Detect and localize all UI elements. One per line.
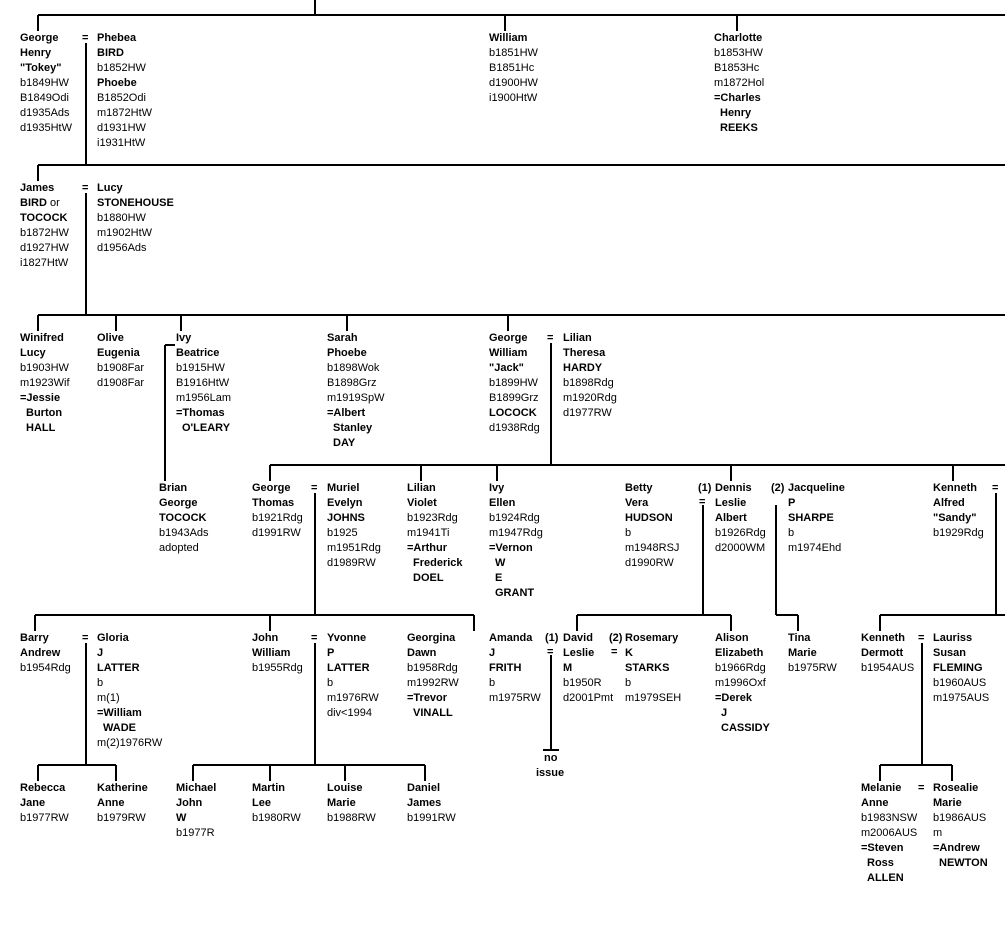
person-line: b1943Ads: [159, 527, 209, 539]
person-line: Michael: [176, 782, 217, 794]
person-line: Andrew: [20, 647, 61, 659]
person-line: SHARPE: [788, 512, 834, 524]
person-line: Yvonne: [327, 632, 367, 644]
person-line: m(1): [97, 692, 120, 704]
person-line: Anne: [97, 797, 125, 809]
person-line: TOCOCK: [159, 512, 207, 524]
person-line: b1921Rdg: [252, 512, 303, 524]
marriage-symbol: =: [918, 782, 925, 794]
person-line: George: [159, 497, 198, 509]
person-line: =Steven: [861, 842, 904, 854]
person-line: b1852HW: [97, 62, 146, 74]
person-line: d1908Far: [97, 377, 145, 389]
person-line: Lilian: [563, 332, 592, 344]
person-line: Alison: [715, 632, 749, 644]
person-jacqueline-sharpe: [788, 481, 845, 556]
marriage-symbol: =: [311, 632, 318, 644]
person-line: REEKS: [720, 122, 758, 134]
person-line: Rosemary: [625, 632, 679, 644]
person-line: b1926Rdg: [715, 527, 766, 539]
person-line: WADE: [103, 722, 136, 734]
marriage-order-marker: (1): [545, 632, 559, 644]
person-line: J: [489, 647, 496, 659]
person-line: "Sandy": [933, 512, 977, 524]
person-line: LATTER: [97, 662, 140, 674]
person-line: Anne: [861, 797, 889, 809]
person-line: Lauriss: [933, 632, 973, 644]
person-line: b1977R: [176, 827, 215, 839]
person-line: STONEHOUSE: [97, 197, 174, 209]
person-line: =Charles: [714, 92, 761, 104]
person-olive: [97, 331, 144, 391]
person-melanie-anne: [861, 781, 917, 886]
person-line: m1951Rdg: [327, 542, 381, 554]
person-james-bird: [20, 181, 69, 271]
person-line: William: [489, 32, 528, 44]
person-line: Dermott: [861, 647, 904, 659]
marriage-symbol: =: [699, 496, 706, 508]
person-line: Vera: [625, 497, 649, 509]
marriage-order-marker: (1): [698, 482, 712, 494]
person-line: Frederick: [413, 557, 463, 569]
person-line: b1988RW: [327, 812, 376, 824]
person-line: m1975RW: [489, 692, 541, 704]
person-phebea-bird: [97, 31, 152, 151]
person-georgina-dawn: [407, 631, 459, 721]
person-line: Martin: [252, 782, 285, 794]
person-line: b1880HW: [97, 212, 146, 224]
person-line: Melanie: [861, 782, 902, 794]
person-line: DAY: [333, 437, 356, 449]
person-line: b1898Wok: [327, 362, 380, 374]
person-line: B1852Odi: [97, 92, 146, 104]
no-issue-label: issue: [536, 767, 565, 779]
person-line: B1916HtW: [176, 377, 230, 389]
person-line: John: [252, 632, 279, 644]
person-line: James: [20, 182, 55, 194]
person-line: B1851Hc: [489, 62, 535, 74]
person-line: m1976RW: [327, 692, 379, 704]
person-line: J: [721, 707, 728, 719]
person-line: Rebecca: [20, 782, 66, 794]
person-sarah-phoebe: [327, 331, 384, 451]
person-line: b1977RW: [20, 812, 69, 824]
person-line: P: [788, 497, 796, 509]
person-line: b1925: [327, 527, 358, 539]
marriage-symbol: =: [611, 646, 618, 658]
person-line: b: [327, 677, 334, 689]
person-line: =Derek: [715, 692, 753, 704]
person-line: FLEMING: [933, 662, 983, 674]
person-line: =Vernon: [489, 542, 533, 554]
person-line: Eugenia: [97, 347, 140, 359]
person-george-thomas: [252, 481, 303, 541]
person-line: Ivy: [489, 482, 505, 494]
marriage-symbol: =: [82, 32, 89, 44]
person-line: George: [20, 32, 59, 44]
person-line: b1954Rdg: [20, 662, 71, 674]
person-line: m1948RSJ: [625, 542, 680, 554]
person-line: b1923Rdg: [407, 512, 458, 524]
person-yvonne-latter: [327, 631, 379, 721]
person-george-henry: [20, 31, 72, 136]
person-line: Albert: [715, 512, 747, 524]
person-line: b1898Rdg: [563, 377, 614, 389]
person-line: b1899HW: [489, 377, 538, 389]
person-line: d1931HW: [97, 122, 146, 134]
person-line: George: [252, 482, 291, 494]
person-line: i1827HtW: [20, 257, 69, 269]
person-line: Lucy: [97, 182, 123, 194]
person-line: David: [563, 632, 593, 644]
person-betty-hudson: [625, 481, 679, 571]
person-line: m: [933, 827, 943, 839]
person-michael-john: [176, 781, 216, 841]
no-issue-label: no: [544, 752, 558, 764]
person-line: Marie: [327, 797, 356, 809]
person-line: b: [788, 527, 795, 539]
person-line: b1975RW: [788, 662, 837, 674]
person-line: b1955Rdg: [252, 662, 303, 674]
person-line: W: [176, 812, 187, 824]
person-line: Elizabeth: [715, 647, 764, 659]
person-line: "Tokey": [20, 62, 62, 74]
person-dennis-albert: [715, 481, 766, 556]
person-line: =William: [97, 707, 142, 719]
person-line: m1941Ti: [407, 527, 450, 539]
person-line: Dennis: [715, 482, 752, 494]
person-william: [489, 31, 538, 106]
person-line: b1929Rdg: [933, 527, 984, 539]
person-gloria-latter: [97, 631, 162, 751]
person-line: William: [252, 647, 291, 659]
person-line: TOCOCK: [20, 212, 68, 224]
person-line: Susan: [933, 647, 967, 659]
marriage-symbol: =: [311, 482, 318, 494]
person-line: Phoebe: [97, 77, 137, 89]
person-line: Burton: [26, 407, 63, 419]
person-line: Winifred: [20, 332, 64, 344]
person-line: NEWTON: [939, 857, 988, 869]
person-line: b1903HW: [20, 362, 69, 374]
marriage-symbol: =: [547, 646, 554, 658]
person-lilian-hardy: [563, 331, 617, 421]
person-line: Leslie: [715, 497, 747, 509]
person-line: Henry: [20, 47, 52, 59]
marriage-order-marker: (2): [609, 632, 623, 644]
person-line: m1920Rdg: [563, 392, 617, 404]
person-line: K: [625, 647, 633, 659]
person-line: JOHNS: [327, 512, 365, 524]
person-line: HUDSON: [625, 512, 673, 524]
person-line: CASSIDY: [721, 722, 770, 734]
person-line: John: [176, 797, 203, 809]
person-line: b1986AUS: [933, 812, 987, 824]
person-line: BIRD: [97, 47, 124, 59]
person-line: b: [625, 677, 632, 689]
person-muriel-johns: [327, 481, 381, 571]
person-line: b1991RW: [407, 812, 456, 824]
person-line: Sarah: [327, 332, 358, 344]
person-line: Katherine: [97, 782, 148, 794]
person-line: Georgina: [407, 632, 456, 644]
person-line: Lilian: [407, 482, 436, 494]
person-line: =Arthur: [407, 542, 448, 554]
person-line: Marie: [933, 797, 962, 809]
person-line: b1983NSW: [861, 812, 918, 824]
person-line: =Trevor: [407, 692, 448, 704]
person-line: Betty: [625, 482, 653, 494]
person-line: Jacqueline: [788, 482, 845, 494]
person-line: d1977RW: [563, 407, 612, 419]
person-line: GRANT: [495, 587, 535, 599]
person-line: d1989RW: [327, 557, 376, 569]
person-line: =Albert: [327, 407, 366, 419]
person-martin-lee: [252, 781, 301, 826]
person-kenneth-dermott: [861, 631, 914, 676]
person-line: O'LEARY: [182, 422, 231, 434]
person-line: "Jack": [489, 362, 524, 374]
person-line: STARKS: [625, 662, 670, 674]
person-lilian-violet: [407, 481, 463, 586]
person-david-leslie: [563, 631, 613, 706]
person-line: Thomas: [252, 497, 295, 509]
person-line: div<1994: [327, 707, 372, 719]
person-line: Amanda: [489, 632, 533, 644]
person-line: VINALL: [413, 707, 453, 719]
person-john-william: [252, 631, 303, 676]
person-line: m1956Lam: [176, 392, 232, 404]
person-line: B1849Odi: [20, 92, 69, 104]
person-rosealie-marie: [933, 781, 988, 871]
person-line: b1966Rdg: [715, 662, 766, 674]
person-barry-andrew: [20, 631, 71, 676]
person-kenneth-sandy: [933, 481, 984, 541]
person-line: Louise: [327, 782, 363, 794]
person-line: Lee: [252, 797, 271, 809]
person-line: d1935HtW: [20, 122, 72, 134]
person-line: HALL: [26, 422, 56, 434]
person-line: Ross: [867, 857, 894, 869]
person-line: m1975AUS: [933, 692, 990, 704]
person-katherine-anne: [97, 781, 148, 826]
person-line: b1872HW: [20, 227, 69, 239]
person-lucy-stonehouse: [97, 181, 174, 256]
person-line: d1927HW: [20, 242, 69, 254]
person-line: b1853HW: [714, 47, 763, 59]
person-line: B1853Hc: [714, 62, 760, 74]
person-line: b1958Rdg: [407, 662, 458, 674]
person-line: m(2)1976RW: [97, 737, 163, 749]
person-line: m1872Hol: [714, 77, 765, 89]
person-line: Rosealie: [933, 782, 979, 794]
person-line: Olive: [97, 332, 124, 344]
marriage-symbol: =: [547, 332, 554, 344]
person-line: B1898Grz: [327, 377, 377, 389]
marriage-symbol: =: [82, 632, 89, 644]
person-charlotte: [714, 31, 764, 136]
person-line: =Andrew: [933, 842, 980, 854]
marriage-order-marker: (2): [771, 482, 785, 494]
person-line: m1923Wif: [20, 377, 70, 389]
person-line: Kenneth: [861, 632, 905, 644]
person-line: m1902HtW: [97, 227, 153, 239]
person-line: =Jessie: [20, 392, 61, 404]
person-line: Barry: [20, 632, 49, 644]
person-line: b1980RW: [252, 812, 301, 824]
person-line: b1851HW: [489, 47, 538, 59]
person-line: Marie: [788, 647, 817, 659]
person-line: William: [489, 347, 528, 359]
person-line: LATTER: [327, 662, 370, 674]
person-line: FRITH: [489, 662, 522, 674]
person-line: W: [495, 557, 506, 569]
person-line: b1908Far: [97, 362, 145, 374]
person-line: Beatrice: [176, 347, 220, 359]
person-line: d1935Ads: [20, 107, 70, 119]
person-line: Violet: [407, 497, 437, 509]
person-line: b1849HW: [20, 77, 69, 89]
person-line: i1931HtW: [97, 137, 146, 149]
person-line: m1947Rdg: [489, 527, 543, 539]
person-line: m1872HtW: [97, 107, 153, 119]
person-line: P: [327, 647, 335, 659]
person-line: m1974Ehd: [788, 542, 842, 554]
person-line: Tina: [788, 632, 811, 644]
person-line: Brian: [159, 482, 188, 494]
person-line: BIRD or: [20, 197, 60, 209]
person-line: b: [489, 677, 496, 689]
person-line: Dawn: [407, 647, 437, 659]
person-line: J: [97, 647, 104, 659]
person-line: m1996Oxf: [715, 677, 766, 689]
person-brian-george: [159, 481, 209, 556]
person-line: Charlotte: [714, 32, 763, 44]
person-line: Kenneth: [933, 482, 977, 494]
person-line: d1990RW: [625, 557, 674, 569]
person-louise-marie: [327, 781, 376, 826]
marriage-symbol: =: [918, 632, 925, 644]
person-line: d1956Ads: [97, 242, 147, 254]
person-line: Evelyn: [327, 497, 363, 509]
person-line: b1915HW: [176, 362, 225, 374]
person-line: B1899Grz: [489, 392, 539, 404]
person-line: Stanley: [333, 422, 373, 434]
person-line: b: [97, 677, 104, 689]
person-line: m1979SEH: [625, 692, 682, 704]
person-line: b: [625, 527, 632, 539]
person-line: E: [495, 572, 503, 584]
person-line: Daniel: [407, 782, 441, 794]
person-line: b1924Rdg: [489, 512, 540, 524]
person-line: =Thomas: [176, 407, 225, 419]
person-tina-marie: [788, 631, 837, 676]
person-line: Ellen: [489, 497, 516, 509]
person-line: Gloria: [97, 632, 129, 644]
person-line: adopted: [159, 542, 199, 554]
person-lauriss-fleming: [933, 631, 989, 706]
person-ivy-beatrice: [176, 331, 231, 436]
person-line: d1938Rdg: [489, 422, 540, 434]
person-line: m1919SpW: [327, 392, 385, 404]
marriage-symbol: =: [992, 482, 999, 494]
person-line: HARDY: [563, 362, 603, 374]
person-line: d2001Pmt: [563, 692, 614, 704]
person-line: Muriel: [327, 482, 360, 494]
person-line: Henry: [720, 107, 752, 119]
person-ivy-ellen: [489, 481, 543, 601]
person-line: Leslie: [563, 647, 595, 659]
person-line: Phebea: [97, 32, 137, 44]
person-line: Theresa: [563, 347, 606, 359]
person-line: LOCOCK: [489, 407, 537, 419]
person-line: Lucy: [20, 347, 46, 359]
person-line: Jane: [20, 797, 46, 809]
person-line: George: [489, 332, 528, 344]
person-line: b1954AUS: [861, 662, 915, 674]
person-winifred: [20, 331, 70, 436]
person-line: b1979RW: [97, 812, 146, 824]
person-line: b1950R: [563, 677, 602, 689]
person-line: m1992RW: [407, 677, 459, 689]
person-line: d1900HW: [489, 77, 538, 89]
person-amanda-frith: [489, 631, 541, 706]
person-line: James: [407, 797, 442, 809]
person-line: b1960AUS: [933, 677, 987, 689]
person-rebecca-jane: [20, 781, 69, 826]
person-rosemary-starks: [625, 631, 681, 706]
person-line: Phoebe: [327, 347, 367, 359]
person-line: ALLEN: [867, 872, 904, 884]
person-line: M: [563, 662, 573, 674]
person-line: i1900HtW: [489, 92, 538, 104]
person-line: DOEL: [413, 572, 444, 584]
marriage-symbol: =: [82, 182, 89, 194]
person-george-jack: [489, 331, 540, 436]
person-daniel-james: [407, 781, 456, 826]
person-line: m2006AUS: [861, 827, 918, 839]
person-line: Alfred: [933, 497, 965, 509]
person-line: Ivy: [176, 332, 192, 344]
person-alison-elizabeth: [715, 631, 770, 736]
person-line: d1991RW: [252, 527, 301, 539]
person-line: d2000WM: [715, 542, 766, 554]
